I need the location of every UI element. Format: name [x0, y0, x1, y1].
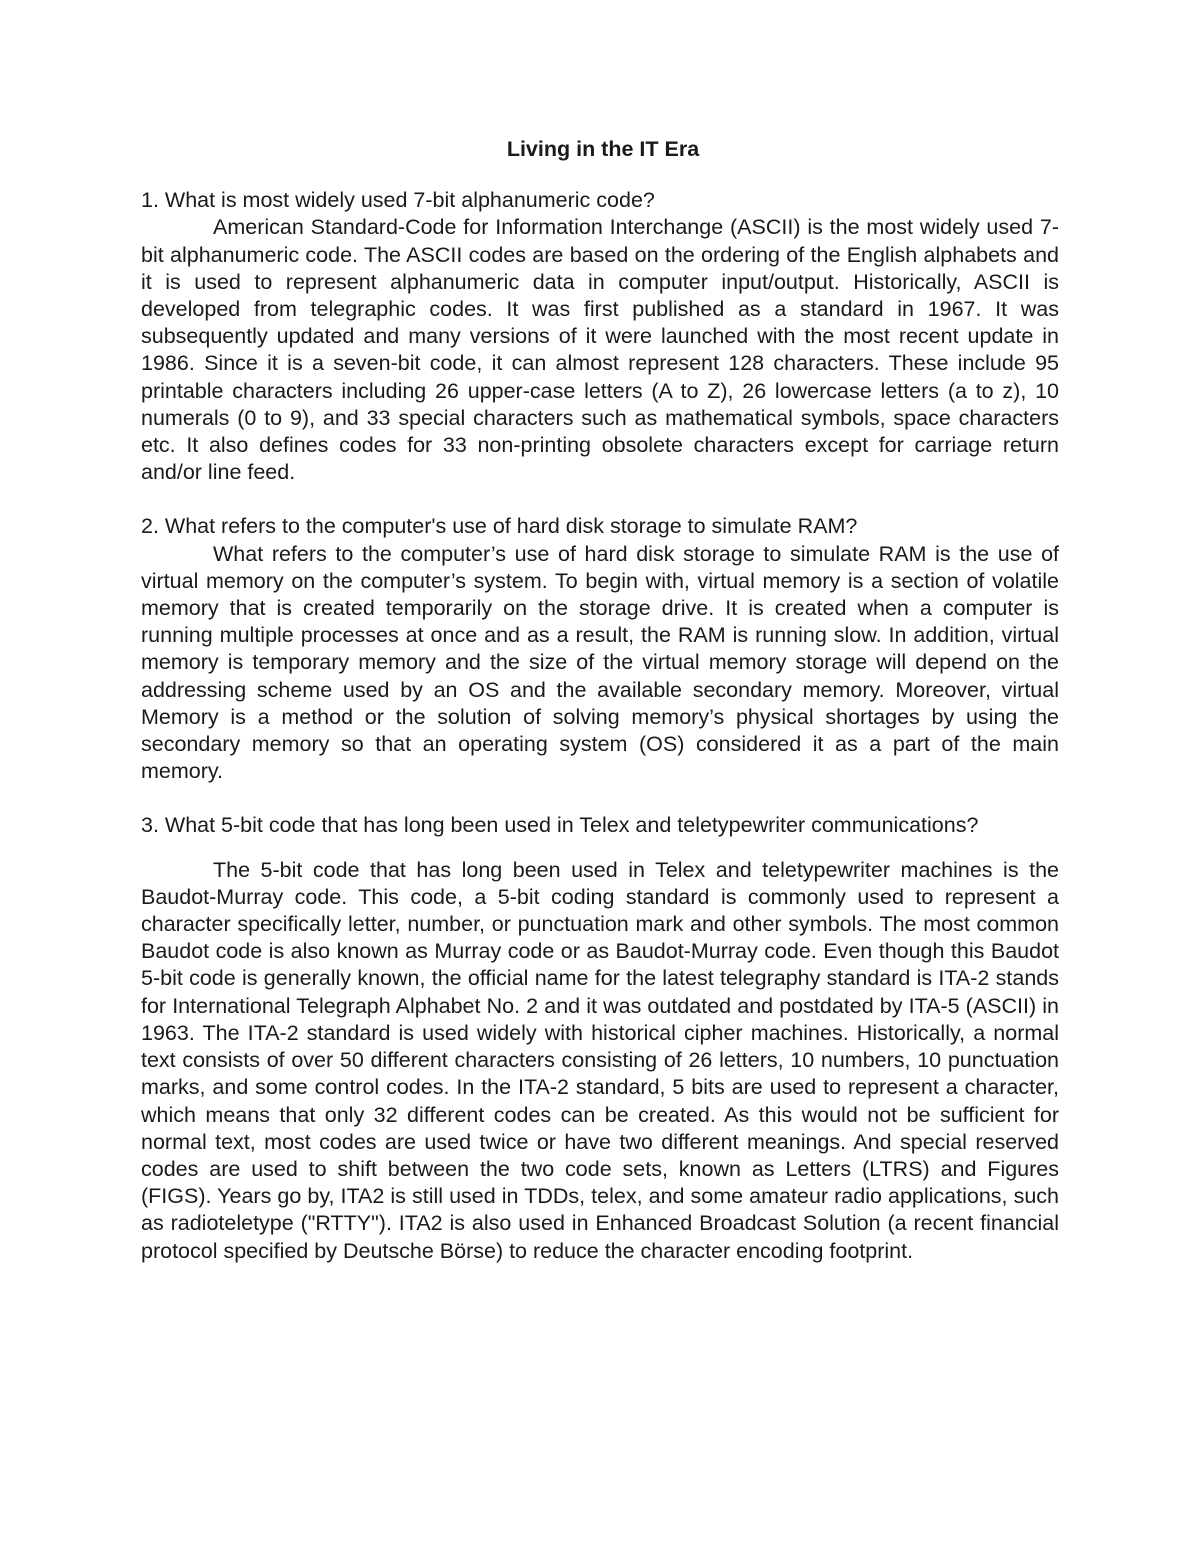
- qa-section-3: [141, 812, 1059, 1264]
- document-body: [141, 136, 1059, 1292]
- page-title: Living in the IT Era: [506, 137, 700, 161]
- answer-2: What refers to the computer’s use of hard disk storage to simulate RAM is the use of virtual memory on the computer’s system. To begin with, virtual memory is a section of volatile memory that is created temporarily on the storage drive. It is created when a computer is running multiple processes at once and as a result, the RAM is running slow. In addition, virtual memory is temporary memory and the size of the virtual memory storage will depend on the addressing scheme used by an OS and the available secondary memory. Moreover, virtual Memory is a method or the solution of solving memory’s physical shortages by using the secondary memory so that an operating system (OS) considered it as a part of the main memory.: [141, 541, 1059, 784]
- question-3: 3. What 5-bit code that has long been used in Telex and teletypewriter communications?: [141, 813, 979, 838]
- question-2: 2. What refers to the computer's use of hard disk storage to simulate RAM?: [141, 514, 858, 539]
- answer-3: The 5-bit code that has long been used in Telex and teletypewriter machines is the Baudot-Murray code. This code, a 5-bit coding standard is commonly used to represent a character specifically letter, number, or punctuation mark and other symbols. The most common Baudot code is also known as Murray code or as Baudot-Murray code. Even though this Baudot 5-bit code is generally known, the official name for the latest telegraphy standard is ITA-2 stands for International Telegraph Alphabet No. 2 and it was outdated and postdated by ITA-5 (ASCII) in 1963. The ITA-2 standard is used widely with historical cipher machines. Historically, a normal text consists of over 50 different characters consisting of 26 letters, 10 numbers, 10 punctuation marks, and some control codes. In the ITA-2 standard, 5 bits are used to represent a character, which means that only 32 different codes can be created. As this would not be sufficient for normal text, most codes are used twice or have two different meanings. And special reserved codes are used to shift between the two code sets, known as Letters (LTRS) and Figures (FIGS). Years go by, ITA2 is still used in TDDs, telex, and some amateur radio applications, such as radioteletype ("RTTY"). ITA2 is also used in Enhanced Broadcast Solution (a recent financial protocol specified by Deutsche Börse) to reduce the character encoding footprint.: [141, 857, 1059, 1263]
- answer-1: American Standard-Code for Information Interchange (ASCII) is the most widely used 7-bit alphanumeric code. The ASCII codes are based on the ordering of the English alphabets and it is used to represent alphanumeric data in computer input/output. Historically, ASCII is developed from telegraphic codes. It was first published as a standard in 1967. It was subsequently updated and many versions of it were launched with the most recent update in 1986. Since it is a seven-bit code, it can almost represent 128 characters. These include 95 printable characters including 26 upper-case letters (A to Z), 26 lowercase letters (a to z), 10 numerals (0 to 9), and 33 special characters such as mathematical symbols, space characters etc. It also defines codes for 33 non-printing obsolete characters except for carriage return and/or line feed.: [141, 215, 1059, 485]
- qa-section-2: [141, 513, 1059, 785]
- question-1: 1. What is most widely used 7-bit alphanumeric code?: [141, 188, 655, 213]
- qa-section-1: [141, 187, 1059, 486]
